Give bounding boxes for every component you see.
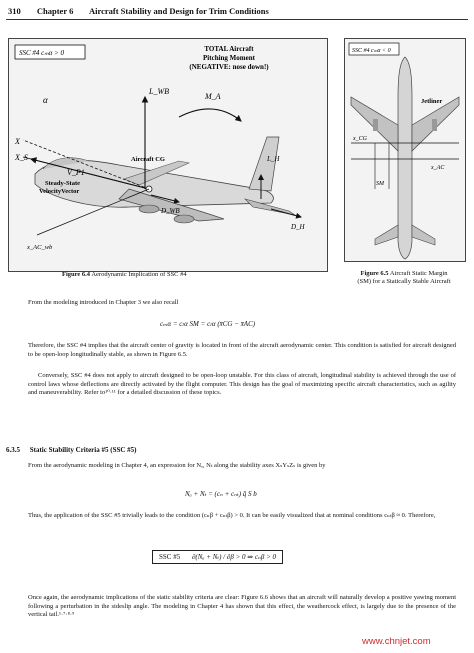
figure-6-5-drawing [345,39,465,261]
jetliner-fuselage-topview [398,57,412,259]
paragraph-recall: From the modeling introduced in Chapter 3 we also recall [28,299,179,306]
pitch-title-3: (NEGATIVE: nose down!) [189,63,269,71]
paragraph-open-loop-unstable: Conversely, SSC #4 does not apply to aircraft designed to be open-loop unstable. For this class of aircraft, longitudinal stability is achieved through the use of control laws whose deflections are directly activated by the flight computer. This design has the goal of maximizing specific aircraft characteristics, such as agility and maneuverability. Refer to¹⁰·¹¹ for a detailed discussion of these topics. [28,372,456,397]
equation-yaw-moment: Nₐ + Nₜ = (cₙ + cₙₜ) q̄ S b [185,490,257,498]
paragraph-ssc4-implication: Therefore, the SSC #4 implies that the aircraft center of gravity is located in front of the aircraft aerodynamic center. This condition is satisfied for aircraft designed to be open-loop longitudinally stable, as shown in Figure 6.5. [28,342,456,358]
vertical-tail-shape [249,137,279,191]
sm-label: SM [376,181,384,187]
xac-label: x_AC_wb [27,244,53,251]
equation-static-margin: cₘα = cₗα SM = cₗα (x̄CG − x̄AC) [160,320,256,328]
paragraph-yaw-expression: From the aerodynamic modeling in Chapter 4, an expression for Nₐ, Nₜ along the stability axes XₛYₛZₛ is given by [28,462,326,469]
ma-label: M_A [205,92,221,101]
engine-1 [139,205,159,213]
jetliner-label: Jetliner [421,98,443,105]
figure-6-4-caption-text: Aerodynamic Implication of SSC #4 [91,271,187,278]
paragraph-weathercock: Once again, the aerodynamic implications of the static stability criteria are clear: Figure 6.6 shows that an aircraft will naturally develop a positive yawing moment following a perturbation in the sideslip angle. The modeling in Chapter 4 has shown that this effect, the weathercock effect, is largely due to the presence of the vertical tail.¹·⁷·⁸·⁹ [28,594,456,619]
pitch-title-2: Pitching Moment [203,54,255,62]
header-rule [6,19,468,20]
lh-label: L_H [267,155,280,163]
watermark: www.chnjet.com [362,636,431,647]
pitch-title-1: TOTAL Aircraft [204,45,254,53]
vp1-label: V_P1 [67,168,85,177]
x-axis-label: X [15,137,20,146]
dwb-label: D_WB [161,207,180,215]
xs-axis-label: X_S [15,153,28,162]
chapter-label: Chapter 6 [36,6,74,16]
ssc4-stable-text: SSC #4 cₘα < 0 [352,48,391,54]
figure-6-5 [344,38,466,262]
ssc5-boxed-equation [152,550,283,564]
engine-2 [174,215,194,223]
xcg-label: x_CG [353,136,367,142]
figure-6-4-caption [62,271,322,279]
velocity-vector-label: VelocityVector [39,188,80,195]
ssc5-box-equation: ∂(Nₐ + Nₜ) / ∂β > 0 ⇒ cₙβ > 0 [191,553,277,561]
chapter-title: Aircraft Stability and Design for Trim Conditions [88,6,269,16]
section-heading [6,446,137,454]
figure-6-4-caption-label: Figure 6.4 [62,271,91,278]
dh-label: D_H [291,223,305,231]
alpha-label: α [43,95,48,105]
section-number: 6.3.5 [6,446,20,454]
figure-6-5-caption-text-1: Aircraft Static Margin [389,270,448,277]
cg-label: Aircraft CG [131,156,165,163]
left-stabilizer-topview [375,225,398,245]
figure-6-5-caption-text-2: (SM) for a Statically Stable Aircraft [357,278,451,285]
figure-6-4 [8,38,328,272]
steady-state-label: Steady-State [45,180,81,187]
page-number: 310 [8,6,21,16]
paragraph-ssc5-condition: Thus, the application of the SSC #5 trivially leads to the condition (cₙβ + cₙₜβ) > 0. It can be easily visualized that at nominal conditions cₙₜβ ≈ 0. Therefore, [28,512,436,519]
figure-6-4-drawing [9,39,327,271]
pitching-moment-arrow [179,109,241,121]
xac-label-topview: x_AC [431,165,445,171]
ssc5-box-label: SSC #5 [159,553,181,561]
figure-6-5-caption-label: Figure 6.5 [360,270,389,277]
ssc4-condition-text: SSC #4 cₘα > 0 [19,49,65,57]
section-title: Static Stability Criteria #5 (SSC #5) [29,446,137,454]
engine-left-inner [373,119,378,131]
running-header [8,6,283,16]
figure-6-5-caption [338,270,470,286]
engine-right-inner [432,119,437,131]
right-stabilizer-topview [412,225,435,245]
lwb-label: L_WB [149,87,169,96]
